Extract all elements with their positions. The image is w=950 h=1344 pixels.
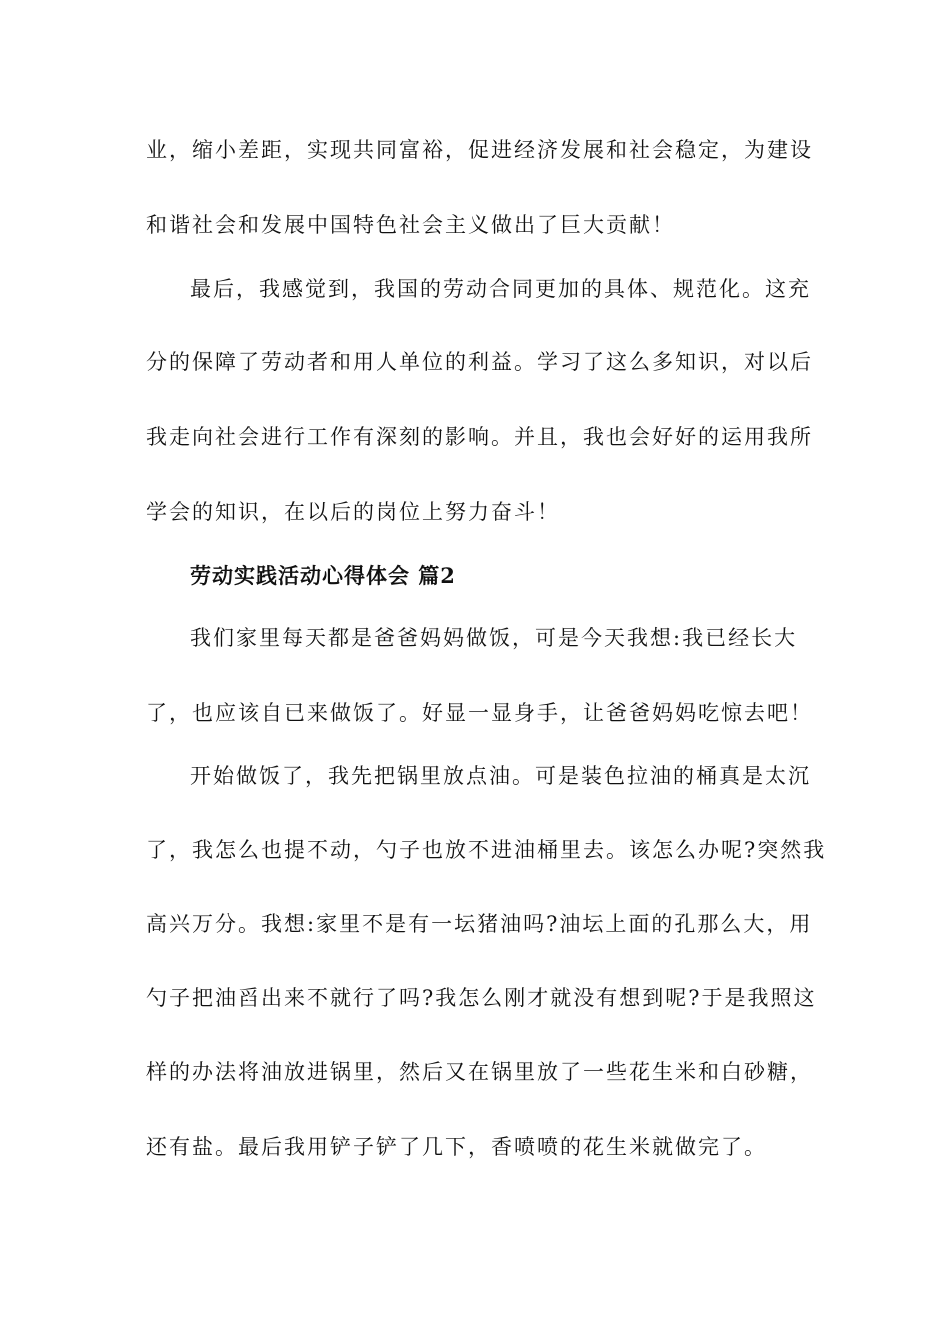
paragraph-4-line-2: 了，我怎么也提不动，勺子也放不进油桶里去。该怎么办呢?突然我 [146,838,827,862]
paragraph-4-line-5: 样的办法将油放进锅里，然后又在锅里放了一些花生米和白砂糖， [146,1060,813,1084]
paragraph-2-line-1: 最后，我感觉到，我国的劳动合同更加的具体、规范化。这充 [190,277,811,301]
paragraph-2-line-2: 分的保障了劳动者和用人单位的利益。学习了这么多知识，对以后 [146,350,813,374]
paragraph-2-line-3: 我走向社会进行工作有深刻的影响。并且，我也会好好的运用我所 [146,425,813,449]
paragraph-1-line-1: 业，缩小差距，实现共同富裕，促进经济发展和社会稳定，为建设 [146,138,813,162]
section-heading: 劳动实践活动心得体会 篇2 [190,563,456,588]
paragraph-3-line-1: 我们家里每天都是爸爸妈妈做饭，可是今天我想:我已经长大 [190,626,798,650]
paragraph-4-line-4: 勺子把油舀出来不就行了吗?我怎么刚才就没有想到呢?于是我照这 [146,986,817,1010]
paragraph-3-line-2: 了，也应该自已来做饭了。好显一显身手，让爸爸妈妈吃惊去吧！ [146,701,813,725]
paragraph-2-line-4: 学会的知识，在以后的岗位上努力奋斗！ [146,500,560,524]
paragraph-4-line-3: 高兴万分。我想:家里不是有一坛猪油吗?油坛上面的孔那么大，用 [146,912,813,936]
paragraph-1-line-2: 和谐社会和发展中国特色社会主义做出了巨大贡献！ [146,213,675,237]
paragraph-4-line-6: 还有盐。最后我用铲子铲了几下，香喷喷的花生米就做完了。 [146,1135,767,1159]
paragraph-4-line-1: 开始做饭了，我先把锅里放点油。可是装色拉油的桶真是太沉 [190,764,811,788]
